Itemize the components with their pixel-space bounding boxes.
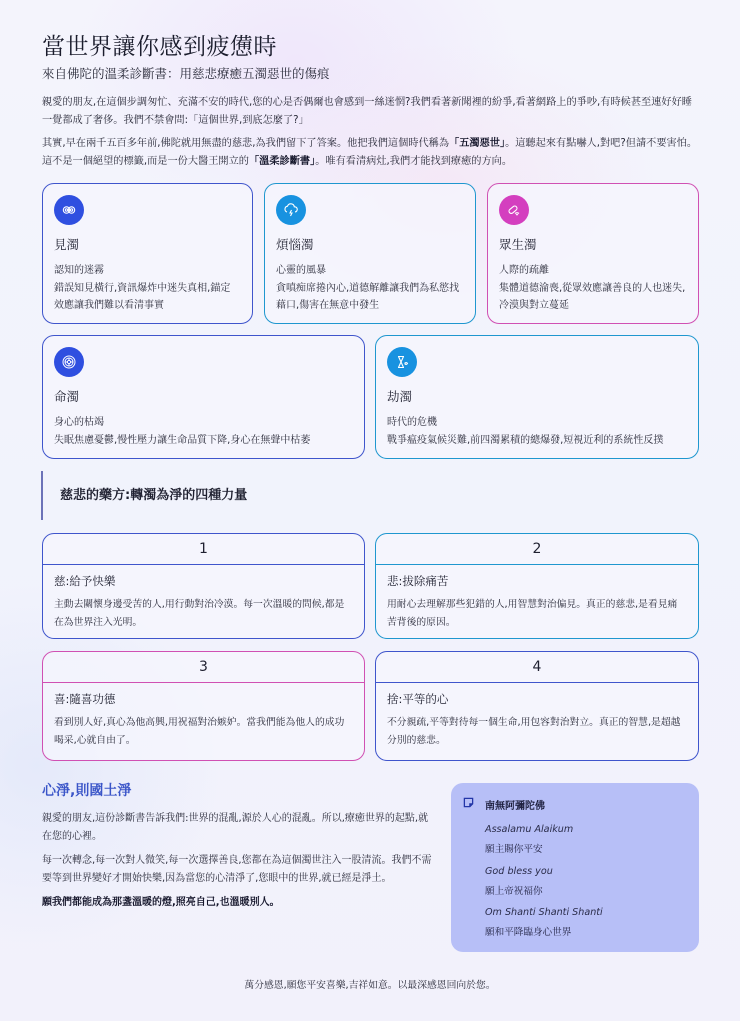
remedy-card-equanimity <box>375 651 699 761</box>
blessing-original: Om Shanti Shanti Shanti <box>485 907 603 918</box>
intro-paragraph-2 <box>42 135 702 171</box>
blessing-translation: 願主賜你平安 <box>485 844 543 855</box>
card-desc: 貪嗔痴席捲內心,道德解離讓我們為私慾找藉口,傷害在無意中發生 <box>276 283 460 311</box>
turbidity-card-kalpa <box>375 335 699 459</box>
remedy-card-joy <box>42 651 365 761</box>
closing-paragraph-2: 每一次轉念,每一次對人微笑,每一次選擇善良,您都在為這個濁世注入一股清流。我們不需要等到世界變好才開始快樂,因為當您的心清淨了,您眼中的世界,就已經是淨土。 <box>42 855 432 884</box>
card-tag: 認知的迷霧 <box>54 265 104 276</box>
hourglass-icon <box>387 347 417 377</box>
cell-icon <box>54 347 84 377</box>
card-name: 眾生濁 <box>499 237 537 252</box>
turbidity-card-affliction <box>264 183 476 324</box>
intro-paragraph-1: 親愛的朋友,在這個步調匆忙、充滿不安的時代,您的心是否偶爾也會感到一絲迷惘?我們看著新聞裡的紛爭,看著網路上的爭吵,有時候甚至連好好睡一覺都成了奢侈。我們不禁會問:「這個世界,到底怎麼了?」 <box>42 97 692 126</box>
card-tag: 心靈的風暴 <box>276 265 326 276</box>
card-tag: 身心的枯竭 <box>54 417 104 428</box>
card-desc: 失眠焦慮憂鬱,慢性壓力讓生命品質下降,身心在無聲中枯萎 <box>54 435 311 446</box>
blessing-translation: 願上帝祝福你 <box>485 886 543 897</box>
remedy-name: 捨:平等的心 <box>387 692 449 706</box>
note-icon <box>463 797 474 808</box>
remedy-desc: 不分親疏,平等對待每一個生命,用包容對治對立。真正的智慧,是超越分別的慈悲。 <box>387 717 681 746</box>
remedy-desc: 用耐心去理解那些犯錯的人,用智慧對治偏見。真正的慈悲,是看見痛苦背後的原因。 <box>387 599 678 628</box>
card-name: 劫濁 <box>387 389 413 404</box>
turbidity-card-view <box>42 183 253 324</box>
closing-title: 心淨,則國土淨 <box>42 783 132 799</box>
remedy-name: 悲:拔除痛苦 <box>387 574 449 588</box>
turbidity-card-life <box>42 335 365 459</box>
remedy-card-compassion <box>375 533 699 639</box>
closing-paragraph-3: 願我們都能成為那盞溫暖的燈,照亮自己,也溫暖別人。 <box>42 897 280 908</box>
card-name: 見濁 <box>54 237 80 252</box>
remedy-number: 3 <box>43 652 364 683</box>
blessing-title: 南無阿彌陀佛 <box>485 801 545 812</box>
broken-link-icon <box>499 195 529 225</box>
card-name: 命濁 <box>54 389 80 404</box>
emphasis-five-turbidities: 「五濁惡世」 <box>449 138 506 149</box>
turbidity-card-beings <box>487 183 699 324</box>
remedy-number: 2 <box>376 534 698 565</box>
remedy-card-loving-kindness <box>42 533 365 639</box>
eye-loop-icon <box>54 195 84 225</box>
card-desc: 戰爭瘟疫氣候災難,前四濁累積的總爆發,短視近利的系統性反撲 <box>387 435 664 446</box>
footer-text: 萬分感恩,願您平安喜樂,吉祥如意。以最深感恩回向於您。 <box>244 980 496 991</box>
text-segment: 。唯有看清病灶,我們才能找到療癒的方向。 <box>315 156 513 167</box>
remedy-desc: 主動去關懷身邊受苦的人,用行動對治冷漠。每一次溫暖的問候,都是在為世界注入光明。 <box>54 599 345 628</box>
text-segment: 其實,早在兩千五百多年前,佛陀就用無盡的慈悲,為我們留下了答案。他把我們這個時代稱為 <box>42 138 450 149</box>
remedy-number: 4 <box>376 652 698 683</box>
card-desc: 集體道德淪喪,從眾效應讓善良的人也迷失,冷漠與對立蔓延 <box>499 283 686 311</box>
remedies-heading: 慈悲的藥方:轉濁為淨的四種力量 <box>41 471 247 520</box>
card-tag: 人際的疏離 <box>499 265 549 276</box>
blessing-original: God bless you <box>485 866 553 877</box>
text-segment: 。這聽起來有點嚇人,對吧?但請不要害怕。這不是一個絕望的標籤,而是一份大醫王開立的 <box>42 138 698 167</box>
blessing-translation: 願和平降臨身心世界 <box>485 927 572 938</box>
remedy-desc: 看到別人好,真心為他高興,用祝福對治嫉妒。當我們能為他人的成功喝采,心就自由了。 <box>54 717 345 746</box>
page-subtitle: 來自佛陀的溫柔診斷書：用慈悲療癒五濁惡世的傷痕 <box>42 66 330 81</box>
card-tag: 時代的危機 <box>387 417 437 428</box>
card-name: 煩惱濁 <box>276 237 314 252</box>
closing-paragraph-1: 親愛的朋友,這份診斷書告訴我們:世界的混亂,源於人心的混亂。所以,療癒世界的起點,就在您的心裡。 <box>42 813 429 842</box>
remedy-name: 喜:隨喜功德 <box>54 692 116 706</box>
blessing-box <box>451 783 699 952</box>
remedy-name: 慈:給予快樂 <box>54 574 116 588</box>
blessing-original: Assalamu Alaikum <box>485 824 574 835</box>
emphasis-gentle-diagnosis: 「溫柔診斷書」 <box>249 156 316 167</box>
card-desc: 錯誤知見橫行,資訊爆炸中迷失真相,錨定效應讓我們難以看清事實 <box>54 283 231 311</box>
storm-cloud-icon <box>276 195 306 225</box>
page-title: 當世界讓你感到疲憊時 <box>42 34 277 60</box>
remedy-number: 1 <box>43 534 364 565</box>
